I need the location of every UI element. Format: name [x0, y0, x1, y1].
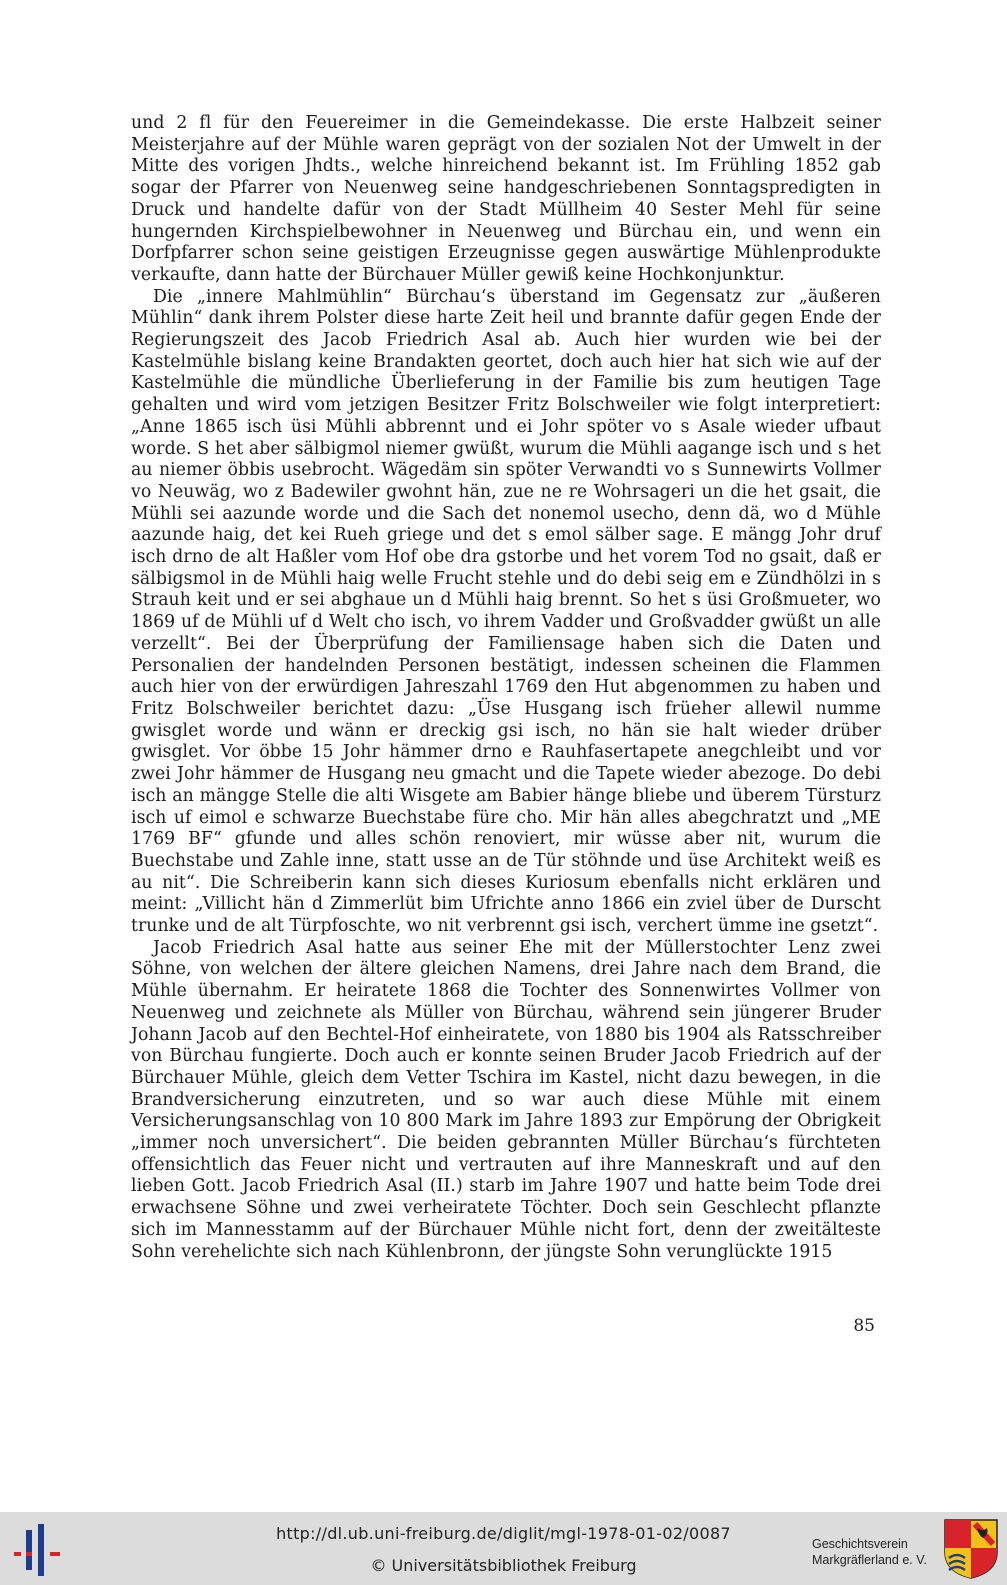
society-name-line2: Markgräflerland e. V.	[812, 1553, 927, 1567]
page-number: 85	[853, 1316, 875, 1336]
viewer-footer	[0, 1512, 1007, 1585]
paragraph-3: Jacob Friedrich Asal hatte aus seiner Ehe mit der Müllerstochter Lenz zwei Söhne, von welchen der ältere gleichen Namens, drei Jahre nach dem Brand, die Mühle übernahm. Er heiratete 1868 die Tochter des Sonnenwirtes Vollmer von Neuenweg und zeichnete als Müller von Bürchau, während sein jüngerer Bruder Johann Jacob auf den Bechtel-Hof einheiratete, von 1880 bis 1904 als Ratsschreiber von Bürchau fungierte. Doch auch er konnte seinen Bruder Jacob Friedrich auf der Bürchauer Mühle, gleich dem Vetter Tschira im Kastel, nicht dazu bewegen, in die Brandversicherung einzutreten, und so war auch diese Mühle mit einem Versicherungsanschlag von 10 800 Mark im Jahre 1893 zur Empörung der Obrigkeit „immer noch unversichert“. Die beiden gebrannten Müller Bürchau‘s fürchteten offensichtlich das Feuer nicht und vertrauten auf ihre Manneskraft und auf den lieben Gott. Jacob Friedrich Asal (II.) starb im Jahre 1907 und hatte beim Tode drei erwachsene Söhne und zwei verheiratete Töchter. Doch sein Geschlecht pflanzte sich im Mannesstamm auf der Bürchauer Mühle nicht fort, denn der zweitälteste Sohn verehelichte sich nach Kühlenbronn, der jüngste Sohn verunglückte 1915	[131, 937, 881, 1262]
copyright-notice: © Universitätsbibliothek Freiburg	[370, 1556, 637, 1575]
society-name-line1: Geschichtsverein	[812, 1537, 908, 1551]
body-text	[131, 113, 881, 1263]
paragraph-2: Die „innere Mahlmühlin“ Bürchau‘s überstand im Gegensatz zur „äußeren Mühlin“ dank ihrem Polster diese harte Zeit heil und brannte dafür gegen Ende der Regierungszeit des Jacob Friedrich Asal ab. Auch hier wurden wie bei der Kastelmühle bislang keine Brandakten geortet, doch auch hier hat sich wie auf der Kastelmühle die mündliche Überlieferung in der Familie bis zum heutigen Tage gehalten und wird vom jetzigen Besitzer Fritz Bolschweiler wie folgt interpretiert: „Anne 1865 isch üsi Mühli abbrennt und ei Johr spöter vo s Asale wieder ufbaut worde. S het aber sälbigmol niemer gwüßt, wurum die Mühli aagange isch und s het au niemer öbbis usebrocht. Wägedäm sin spöter Verwandti vo s Sunnewirts Vollmer vo Neuwäg, wo z Badewiler gwohnt hän, zue ne re Wohrsageri un die het gsait, die Mühli sei aazunde worde und die Sach det nonemol usecho, denn dä, wo d Mühle aazunde haig, det kei Rueh griege und det s emol sälber sage. E mängg Johr druf isch drno de alt Haßler vom Hof obe dra gstorbe und het vorem Tod no gsait, daß er sälbigsmol in de Mühli haig welle Frucht stehle und do debi seig em e Zündhölzi in s Strauh keit und er sei abghaue un d Mühli haig brennt. So het s üsi Großmueter, wo 1869 uf de Mühli uf d Welt cho isch, vo ihrem Vadder und Großvadder gwüßt un alle verzellt“. Bei der Überprüfung der Familiensage haben sich die Daten und Personalien der handelnden Personen bestätigt, indessen scheinen die Flammen auch hier von der erwürdigen Jahreszahl 1769 den Hut abgenommen zu haben und Fritz Bolschweiler berichtet dazu: „Üse Husgang isch früeher allewil numme gwisglet worde und wänn er dreckig gsi isch, no hän sie halt wieder drüber gwisglet. Vor öbbe 15 Johr hämmer drno e Rauhfasertapete anegchleibt und vor zwei Johr hämmer de Husgang neu gmacht und die Tapete wieder abezoge. Do debi isch an mängge Stelle die alti Wisgete am Babier hänge bliebe und überem Türsturz isch uf eimol e schwarze Buechstabe füre cho. Mir hän alles abegchratzt und „ME 1769 BF“ gfunde und alles schön renoviert, mir wüsse aber nit, wurum die Buechstabe und Zahle inne, statt usse an de Tür stöhnde und üse Architekt weiß es au nit“. Die Schreiberin kann sich dieses Kuriosum ebenfalls nicht erklären und meint: „Villicht hän d Zimmerlüt bim Ufrichte anno 1866 ein zviel über de Durscht trunke und de alt Türpfoschte, wo nit verbrennt gsi isch, verchert ümme ine gsetzt“.	[131, 286, 881, 937]
coat-of-arms-icon	[943, 1518, 999, 1580]
permalink-link[interactable]: http://dl.ub.uni-freiburg.de/diglit/mgl-1978-01-02/0087	[276, 1524, 731, 1543]
paragraph-1: und 2 fl für den Feuereimer in die Gemeindekasse. Die erste Halbzeit seiner Meisterjahre auf der Mühle waren geprägt von der sozialen Not der Umwelt in der Mitte des vorigen Jhdts., welche hinreichend bekannt ist. Im Frühling 1852 gab sogar der Pfarrer von Neuenweg seine handgeschriebenen Sonntagspredigten in Druck und handelte dafür von der Stadt Müllheim 40 Sester Mehl für seine hungernden Kirchspielbewohner in Neuenweg und Bürchau ein, und wenn ein Dorfpfarrer schon seine geistigen Erzeugnisse gegen auswärtige Mühlenprodukte verkaufte, dann hatte der Bürchauer Müller gewiß keine Hochkonjunktur.	[131, 113, 881, 285]
society-name	[812, 1536, 936, 1568]
